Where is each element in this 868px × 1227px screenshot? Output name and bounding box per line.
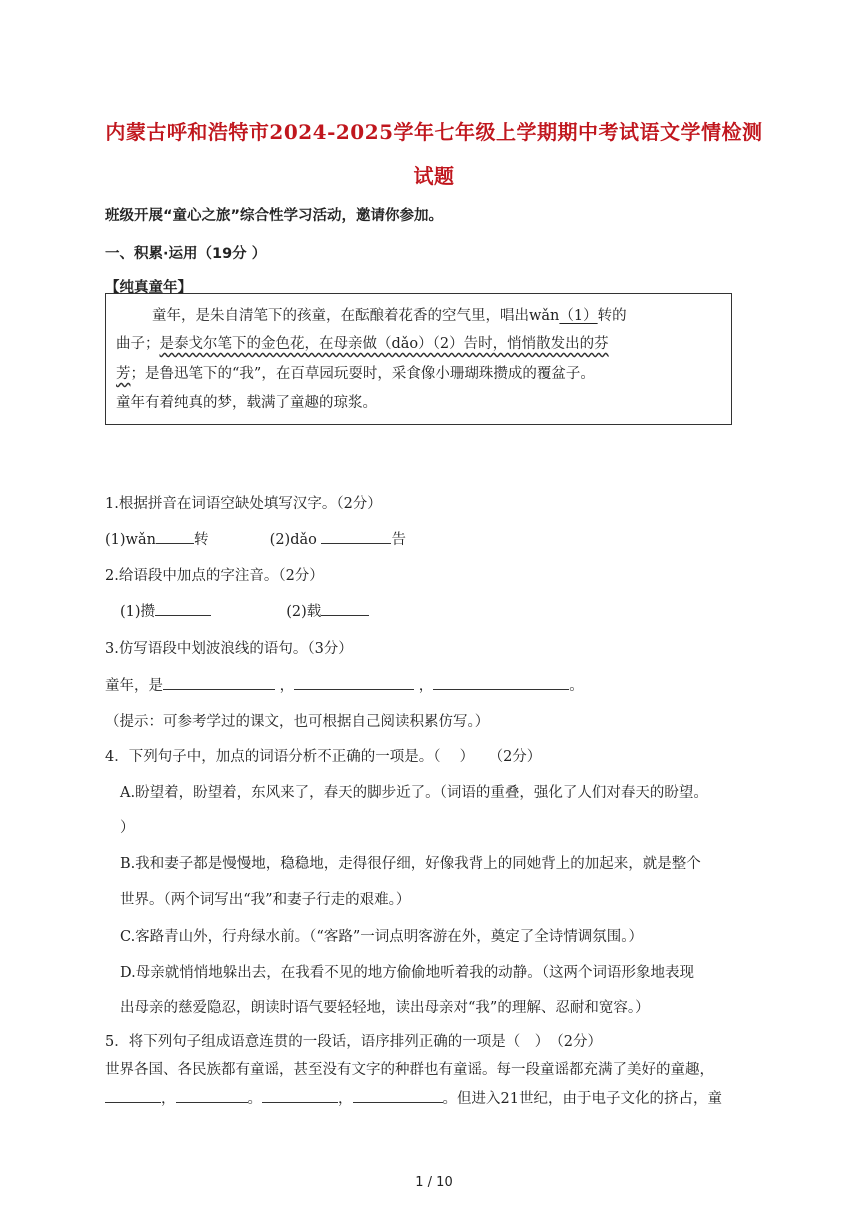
q1-b-suffix: 告	[391, 532, 406, 549]
q5-separator: ，	[338, 1091, 353, 1108]
question-5-paragraph-line-2	[105, 1087, 722, 1108]
blank-marker: （1）	[559, 308, 598, 324]
q3-period: 。	[569, 678, 584, 695]
intro-text: 班级开展“童心之旅”综合性学习活动，邀请你参加。	[105, 208, 444, 224]
question-1-answers	[105, 528, 406, 549]
q3-comma: ，	[418, 678, 434, 695]
title-line-1: 内蒙古呼和浩特市2024-2025学年七年级上学期期中考试语文学情检测	[105, 120, 763, 144]
question-2-answers	[120, 600, 369, 621]
question-3-answer-line	[105, 674, 584, 695]
passage-line-4: 童年有着纯真的梦，载满了童趣的琼浆。	[116, 395, 377, 411]
passage-line-1	[152, 304, 627, 325]
question-5-paragraph-line-1: 世界各国、各民族都有童谣，甚至没有文字的种群也有童谣。每一段童谣都充满了美好的童趣，	[105, 1062, 714, 1078]
q3-comma: ，	[279, 678, 295, 695]
passage-text: 童年，是朱自清笔下的孩童，在酝酿着花香的空气里，唱出wǎn	[152, 308, 560, 324]
passage-line-2	[116, 332, 609, 353]
wavy-sentence: 是泰戈尔笔下的金色花，在母亲做（dǎo）（2）告时，悄悄散发出的芬	[159, 336, 609, 352]
passage-line-3	[116, 362, 595, 383]
q5-tail-text: 。但进入21世纪，由于电子文化的挤占，童	[442, 1091, 722, 1108]
answer-blank[interactable]	[176, 1087, 248, 1103]
q1-a-suffix: 转	[193, 532, 209, 549]
option-d-line-1: D.母亲就悄悄地躲出去，在我看不见的地方偷偷地听着我的动静。（这两个词语形象地表现	[120, 965, 694, 981]
option-b-line-2: 世界。（两个词写出“我”和妻子行走的艰难。）	[120, 892, 411, 908]
page-number: 1 / 10	[415, 1175, 453, 1190]
answer-blank[interactable]	[294, 674, 414, 690]
option-a-line-1: A.盼望着，盼望着，东风来了，春天的脚步近了。（词语的重叠，强化了人们对春天的盼望。	[120, 785, 708, 801]
sub-heading: 【纯真童年】	[105, 280, 192, 296]
q1-a-label: (1)wǎn	[105, 532, 156, 549]
question-2-stem: 2.给语段中加点的字注音。（2分）	[105, 568, 324, 584]
answer-blank[interactable]	[321, 600, 369, 616]
option-b-line-1: B.我和妻子都是慢慢地，稳稳地，走得很仔细，好像我背上的同她背上的加起来，就是整个	[120, 856, 701, 872]
answer-blank[interactable]	[105, 1087, 161, 1103]
answer-blank[interactable]	[262, 1087, 338, 1103]
option-d-line-2: 出母亲的慈爱隐忍，朗读时语气要轻轻地，读出母亲对“我”的理解、忍耐和宽容。）	[120, 1000, 650, 1016]
question-3-hint: （提示：可参考学过的课文，也可根据自己阅读积累仿写。）	[105, 714, 490, 730]
title-line-2: 试题	[413, 164, 455, 188]
q1-b-label: (2)dǎo	[269, 532, 317, 549]
section-heading: 一、积累·运用（19分 ）	[105, 246, 267, 262]
question-4-stem: 4．下列句子中，加点的词语分析不正确的一项是。（ ） （2分）	[105, 749, 542, 765]
question-3-stem: 3.仿写语段中划波浪线的语句。（3分）	[105, 641, 353, 657]
q3-prefix: 童年，是	[105, 678, 163, 695]
answer-blank[interactable]	[353, 1087, 443, 1103]
q2-a-label: (1)攒	[120, 604, 156, 621]
answer-blank[interactable]	[433, 674, 569, 690]
passage-text: 转的	[597, 308, 627, 324]
answer-blank[interactable]	[155, 600, 211, 616]
question-1-stem: 1.根据拼音在词语空缺处填写汉字。（2分）	[105, 496, 382, 512]
q5-separator: ，	[161, 1091, 176, 1108]
passage-box	[105, 293, 732, 425]
answer-blank[interactable]	[321, 528, 391, 544]
passage-text: ；是鲁迅笔下的“我”，在百草园玩耍时，采食像小珊瑚珠攒成的覆盆子。	[130, 366, 595, 382]
answer-blank[interactable]	[163, 674, 275, 690]
option-c-line-1: C.客路青山外，行舟绿水前。（“客路”一词点明客游在外，奠定了全诗情调氛围。）	[120, 929, 644, 945]
option-a-line-2: ）	[120, 820, 135, 836]
q2-b-label: (2)载	[286, 604, 322, 621]
q5-separator: 。	[247, 1091, 262, 1108]
passage-text: 曲子；	[116, 336, 160, 352]
answer-blank[interactable]	[156, 528, 194, 544]
wavy-sentence: 芳	[116, 366, 131, 382]
question-5-stem: 5．将下列句子组成语意连贯的一段话，语序排列正确的一项是（ ） （2分）	[105, 1034, 602, 1050]
